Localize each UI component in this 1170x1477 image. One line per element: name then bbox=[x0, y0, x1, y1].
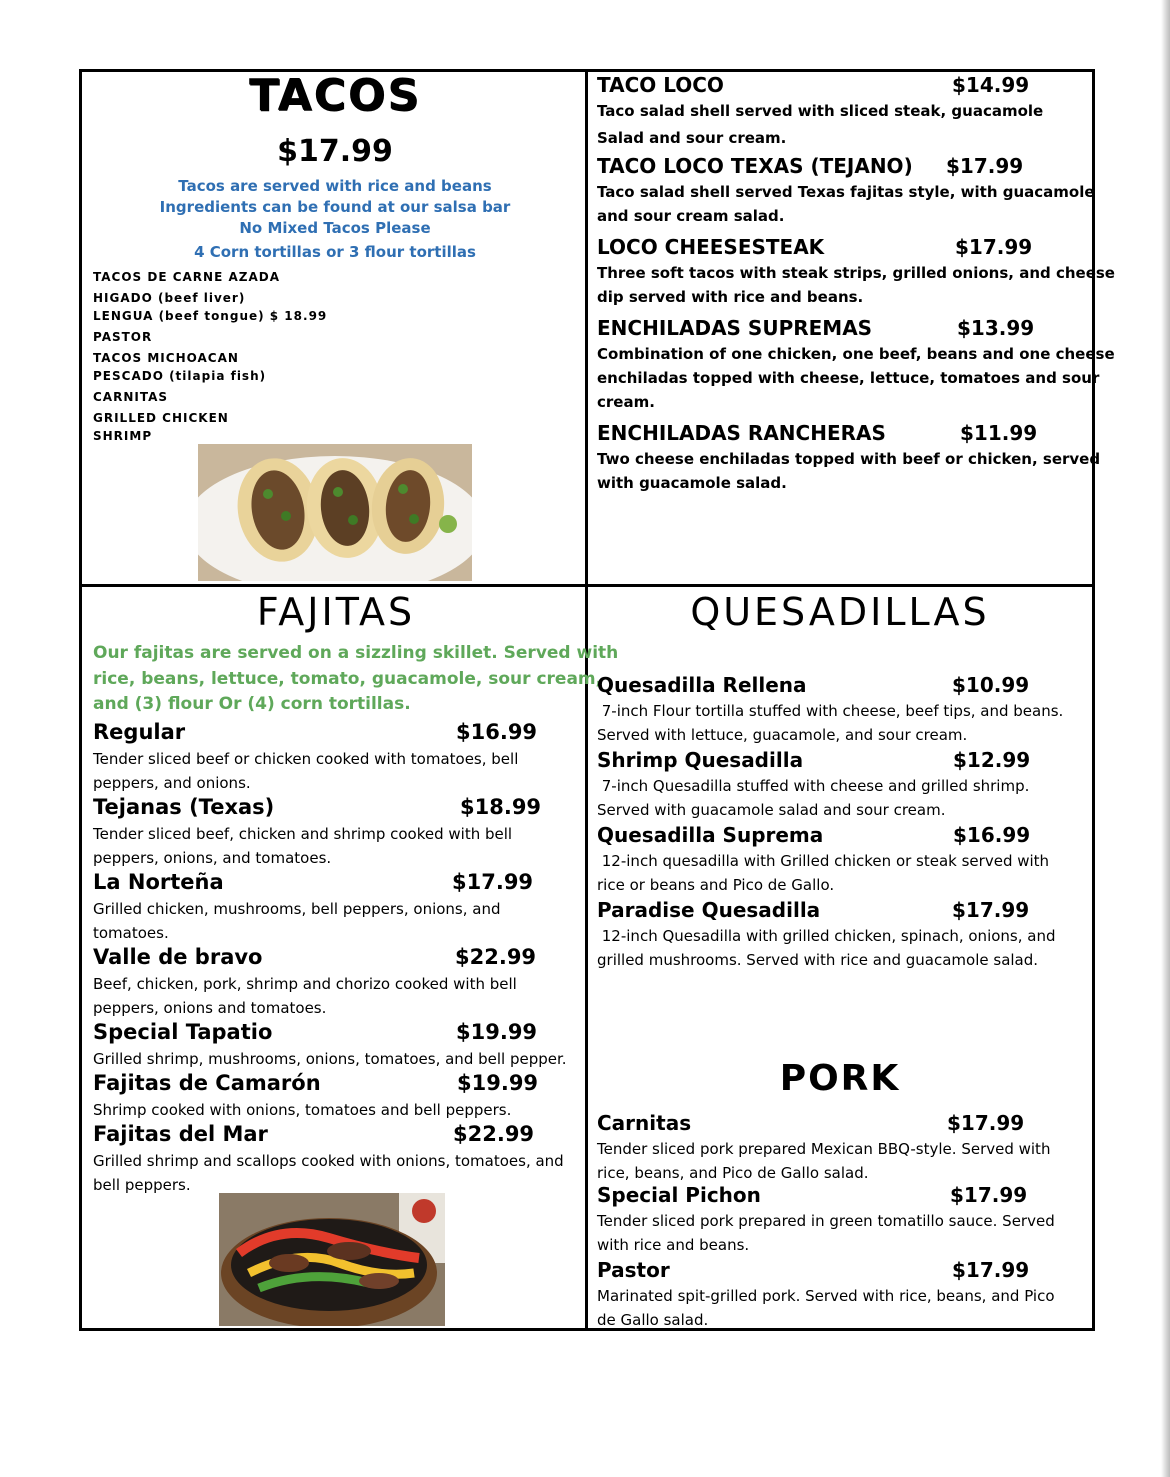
fajitas-photo bbox=[219, 1193, 445, 1326]
tacos-title: TACOS bbox=[248, 70, 422, 121]
tacos-item: GRILLED CHICKEN bbox=[93, 411, 229, 425]
menu-item-price: $16.99 bbox=[456, 720, 538, 744]
tacos-item: PESCADO (tilapia fish) bbox=[93, 369, 267, 383]
menu-item-desc: 7-inch Flour tortilla stuffed with cheese, beef tips, and beans. bbox=[597, 702, 1064, 720]
menu-item-desc: Salad and sour cream. bbox=[597, 129, 787, 147]
tacos-item: CARNITAS bbox=[93, 390, 169, 404]
tacos-photo bbox=[198, 444, 472, 581]
menu-item-name: Quesadilla Rellena bbox=[597, 673, 807, 697]
menu-item-price: $17.99 bbox=[952, 898, 1030, 922]
menu-item-desc: Tender sliced pork prepared Mexican BBQ-style. Served with bbox=[597, 1140, 1051, 1158]
menu-item-desc: 12-inch Quesadilla with grilled chicken, spinach, onions, and bbox=[597, 927, 1056, 945]
tacos-price: $17.99 bbox=[277, 134, 393, 169]
tacos-note: No Mixed Tacos Please bbox=[239, 219, 431, 237]
menu-item-name: ENCHILADAS SUPREMAS bbox=[597, 316, 873, 340]
page-edge-shadow bbox=[1161, 0, 1170, 1477]
menu-item-desc: Combination of one chicken, one beef, beans and one cheese bbox=[597, 345, 1115, 363]
menu-item-desc: Grilled chicken, mushrooms, bell peppers, onions, and bbox=[93, 900, 501, 918]
menu-item-desc: dip served with rice and beans. bbox=[597, 288, 864, 306]
fajitas-intro: rice, beans, lettuce, tomato, guacamole, sour cream, bbox=[93, 669, 603, 689]
menu-item-name: La Norteña bbox=[93, 870, 224, 894]
menu-item-desc: bell peppers. bbox=[93, 1176, 191, 1194]
menu-item-price: $17.99 bbox=[950, 1183, 1028, 1207]
menu-item-desc: rice or beans and Pico de Gallo. bbox=[597, 876, 835, 894]
menu-item-desc: Grilled shrimp and scallops cooked with onions, tomatoes, and bbox=[93, 1152, 564, 1170]
menu-item-desc: Three soft tacos with steak strips, grilled onions, and cheese bbox=[597, 264, 1115, 282]
tacos-note: Tacos are served with rice and beans bbox=[178, 177, 492, 195]
menu-item-price: $19.99 bbox=[456, 1020, 538, 1044]
menu-item-price: $17.99 bbox=[947, 1111, 1025, 1135]
menu-item-desc: with guacamole salad. bbox=[597, 474, 787, 492]
menu-item-desc: Tender sliced beef, chicken and shrimp cooked with bell bbox=[93, 825, 513, 843]
tacos-item: PASTOR bbox=[93, 330, 153, 344]
grid-divider-horizontal bbox=[79, 584, 1095, 587]
menu-item-name: Special Pichon bbox=[597, 1183, 761, 1207]
tacos-note: Ingredients can be found at our salsa bar bbox=[159, 198, 511, 216]
fajitas-intro: and (3) flour Or (4) corn tortillas. bbox=[93, 694, 411, 714]
menu-item-desc: Served with lettuce, guacamole, and sour cream. bbox=[597, 726, 968, 744]
menu-item-desc: 12-inch quesadilla with Grilled chicken or steak served with bbox=[597, 852, 1050, 870]
menu-item-price: $17.99 bbox=[452, 870, 534, 894]
menu-item-desc: Tender sliced beef or chicken cooked with tomatoes, bell bbox=[93, 750, 519, 768]
menu-item-price: $12.99 bbox=[953, 748, 1031, 772]
menu-item-price: $18.99 bbox=[460, 795, 542, 819]
menu-item-desc: rice, beans, and Pico de Gallo salad. bbox=[597, 1164, 869, 1182]
menu-item-name: Shrimp Quesadilla bbox=[597, 748, 804, 772]
menu-item-price: $14.99 bbox=[952, 73, 1030, 97]
menu-item-desc: with rice and beans. bbox=[597, 1236, 750, 1254]
menu-item-desc: Marinated spit-grilled pork. Served with rice, beans, and Pico bbox=[597, 1287, 1055, 1305]
menu-item-price: $17.99 bbox=[946, 154, 1024, 178]
menu-item-price: $16.99 bbox=[953, 823, 1031, 847]
menu-item-desc: Two cheese enchiladas topped with beef or chicken, served bbox=[597, 450, 1101, 468]
menu-item-price: $17.99 bbox=[952, 1258, 1030, 1282]
menu-item-name: Regular bbox=[93, 720, 186, 744]
fajitas-intro: Our fajitas are served on a sizzling skillet. Served with bbox=[93, 643, 619, 663]
menu-item-price: $22.99 bbox=[453, 1122, 535, 1146]
tacos-item: LENGUA (beef tongue) $ 18.99 bbox=[93, 309, 328, 323]
menu-item-name: TACO LOCO bbox=[597, 73, 724, 97]
menu-item-name: Special Tapatio bbox=[93, 1020, 273, 1044]
tacos-item: HIGADO (beef liver) bbox=[93, 291, 246, 305]
grid-divider-vertical bbox=[585, 69, 588, 1331]
menu-item-name: ENCHILADAS RANCHERAS bbox=[597, 421, 886, 445]
menu-item-name: TACO LOCO TEXAS (TEJANO) bbox=[597, 154, 913, 178]
quesadillas-title: QUESADILLAS bbox=[690, 590, 990, 634]
menu-item-desc: 7-inch Quesadilla stuffed with cheese and grilled shrimp. bbox=[597, 777, 1030, 795]
menu-item-desc: Beef, chicken, pork, shrimp and chorizo cooked with bell bbox=[93, 975, 517, 993]
menu-item-desc: Served with guacamole salad and sour cream. bbox=[597, 801, 946, 819]
menu-item-price: $11.99 bbox=[960, 421, 1038, 445]
menu-item-desc: peppers, onions, and tomatoes. bbox=[93, 849, 332, 867]
menu-item-name: Paradise Quesadilla bbox=[597, 898, 821, 922]
menu-item-desc: Taco salad shell served Texas fajitas style, with guacamole bbox=[597, 183, 1095, 201]
pork-title: PORK bbox=[779, 1058, 901, 1099]
tacos-note: 4 Corn tortillas or 3 flour tortillas bbox=[194, 243, 476, 261]
menu-item-desc: tomatoes. bbox=[93, 924, 169, 942]
menu-item-name: Pastor bbox=[597, 1258, 670, 1282]
menu-item-desc: de Gallo salad. bbox=[597, 1311, 709, 1329]
menu-item-desc: cream. bbox=[597, 393, 655, 411]
menu-item-name: Carnitas bbox=[597, 1111, 692, 1135]
tacos-item: TACOS DE CARNE AZADA bbox=[93, 270, 280, 284]
menu-item-price: $17.99 bbox=[955, 235, 1033, 259]
menu-item-desc: grilled mushrooms. Served with rice and guacamole salad. bbox=[597, 951, 1039, 969]
tacos-item: TACOS MICHOACAN bbox=[93, 351, 239, 365]
menu-item-name: Quesadilla Suprema bbox=[597, 823, 824, 847]
menu-item-desc: enchiladas topped with cheese, lettuce, tomatoes and sour bbox=[597, 369, 1100, 387]
menu-item-name: Valle de bravo bbox=[93, 945, 263, 969]
fajitas-title: FAJITAS bbox=[256, 590, 416, 634]
menu-item-name: Fajitas del Mar bbox=[93, 1122, 268, 1146]
menu-item-price: $19.99 bbox=[457, 1071, 539, 1095]
menu-item-price: $10.99 bbox=[952, 673, 1030, 697]
menu-item-desc: Shrimp cooked with onions, tomatoes and bell peppers. bbox=[93, 1101, 512, 1119]
menu-item-name: Tejanas (Texas) bbox=[93, 795, 275, 819]
menu-item-desc: and sour cream salad. bbox=[597, 207, 785, 225]
menu-item-desc: Tender sliced pork prepared in green tomatillo sauce. Served bbox=[597, 1212, 1055, 1230]
menu-item-price: $22.99 bbox=[455, 945, 537, 969]
menu-item-name: Fajitas de Camarón bbox=[93, 1071, 321, 1095]
menu-item-desc: peppers, onions and tomatoes. bbox=[93, 999, 327, 1017]
menu-item-desc: Grilled shrimp, mushrooms, onions, tomatoes, and bell pepper. bbox=[93, 1050, 567, 1068]
menu-item-price: $13.99 bbox=[957, 316, 1035, 340]
menu-item-desc: peppers, and onions. bbox=[93, 774, 251, 792]
tacos-item: SHRIMP bbox=[93, 429, 153, 443]
menu-item-name: LOCO CHEESESTEAK bbox=[597, 235, 825, 259]
menu-item-desc: Taco salad shell served with sliced steak, guacamole bbox=[597, 102, 1044, 120]
